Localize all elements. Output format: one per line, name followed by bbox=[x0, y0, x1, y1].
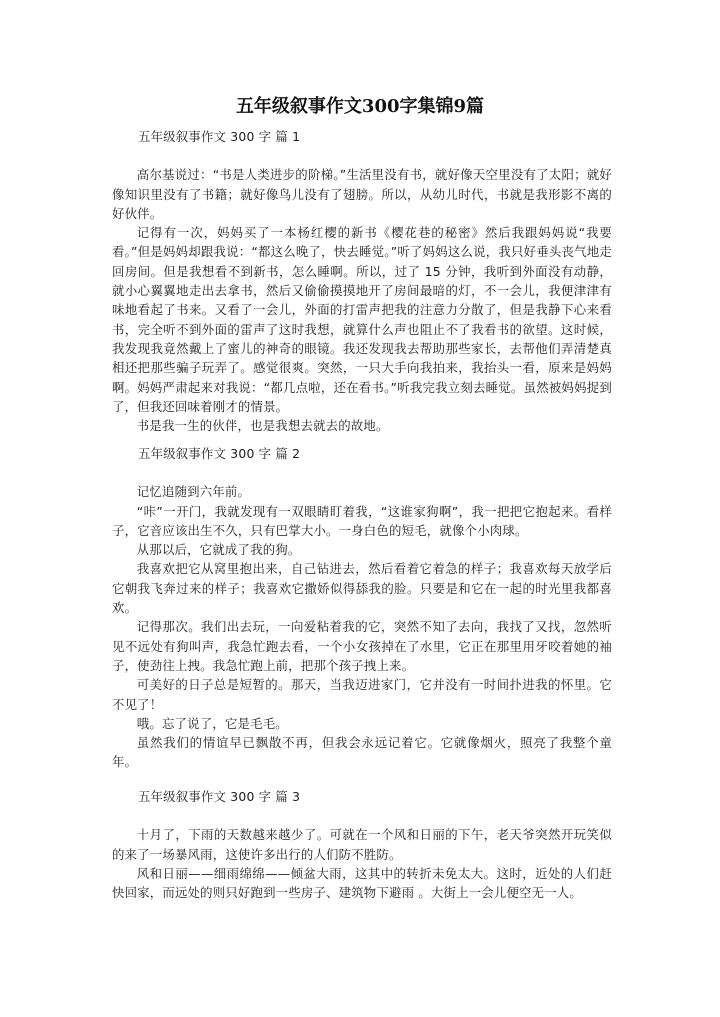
section-3 bbox=[112, 787, 612, 902]
section-heading: 五年级叙事作文 300 字 篇 2 bbox=[138, 446, 301, 461]
paragraph: 记忆追随到六年前。 bbox=[136, 484, 251, 500]
paragraph: 虽然我们的情谊早已飘散不再，但我会永远记着它。它就像烟火，照亮了我整个童年。 bbox=[112, 735, 612, 770]
paragraph: 从那以后，它就成了我的狗。 bbox=[136, 542, 301, 558]
paragraph: 高尔基说过：“书是人类进步的阶梯。”生活里没有书，就好像天空里没有了太阳；就好像知识里没有了书籍；就好像鸟儿没有了翅膀。所以，从幼儿时代，书就是我形影不离的好伙伴。 bbox=[112, 167, 612, 221]
paragraph: 十月了，下雨的天数越来越少了。可就在一个风和日丽的下午，老天爷突然开玩笑似的来了一场暴风雨，这使许多出行的人们防不胜防。 bbox=[112, 827, 612, 862]
paragraph: 可美好的日子总是短暂的。那天，当我迈进家门，它并没有一时间扑进我的怀里。它不见了！ bbox=[112, 677, 612, 712]
paragraph: 记得那次。我们出去玩，一向爱粘着我的它，突然不知了去向，我找了又找，忽然听见不远处有狗叫声，我急忙跑去看，一个小女孩掉在了水里，它正在那里用牙咬着她的袖子，使劲往上拽。我急忙跑上前，把那个孩子拽上来。 bbox=[112, 619, 612, 673]
paragraph: 书是我一生的伙伴，也是我想去就去的故地。 bbox=[136, 418, 389, 434]
section-heading: 五年级叙事作文 300 字 篇 3 bbox=[138, 789, 301, 804]
section-heading: 五年级叙事作文 300 字 篇 1 bbox=[138, 129, 301, 144]
paragraph: 哦。忘了说了，它是毛毛。 bbox=[136, 715, 288, 731]
paragraph: 风和日丽——细雨绵绵——倾盆大雨，这其中的转折未免太大。这时，近处的人们赶快回家，而远处的则只好跑到一些房子、建筑物下避雨 。大街上一会儿便空无一人。 bbox=[112, 865, 612, 901]
section-2 bbox=[112, 444, 612, 772]
paragraph: 记得有一次，妈妈买了一本杨红樱的新书《樱花巷的秘密》然后我跟妈妈说“我要看。”但是妈妈却跟我说：“都这么晚了，快去睡觉。”听了妈妈这么说，我只好垂头丧气地走回房间。但是我想看不到新书，怎么睡啊。所以，过了 15 分钟，我听到外面没有动静，就小心翼翼地走出去拿书，然后又偷偷摸摸地开了房间最暗的灯，不一会儿，我便津津有味地看起了书来。又看了一会儿，外面的打雷声把我的注意力分散了，但是我静下心来看书，完全听不到外面的雷声了这时我想，就算什么声也阻止不了我看书的欲望。这时候，我发现我竟然戴上了蜜儿的神奇的眼镜。我还发现我去帮助那些家长，去帮他们弄清楚真相还把那些骗子玩弄了。感觉很爽。突然，一只大手向我拍来，我抬头一看，原来是妈妈啊。妈妈严肃起来对我说：“都几点啦，还在看书。”听我完我立刻去睡觉。虽然被妈妈捉到了，但我还回味着刚才的情景。 bbox=[112, 225, 612, 414]
paragraph: “咔”一开门，我就发现有一双眼睛盯着我，“这谁家狗啊”，我一把把它抱起来。看样子，它音应该出生不久，只有巴掌大小。一身白色的短毛，就像个小肉球。 bbox=[112, 503, 612, 538]
section-1 bbox=[112, 127, 612, 435]
paragraph: 我喜欢把它从窝里抱出来，自己钻进去，然后看着它着急的样子；我喜欢每天放学后它朝我飞奔过来的样子；我喜欢它撒娇似得舔我的脸。只要是和它在一起的时光里我都喜欢。 bbox=[112, 561, 612, 616]
document-title: 五年级叙事作文300字集锦9篇 bbox=[235, 96, 485, 117]
